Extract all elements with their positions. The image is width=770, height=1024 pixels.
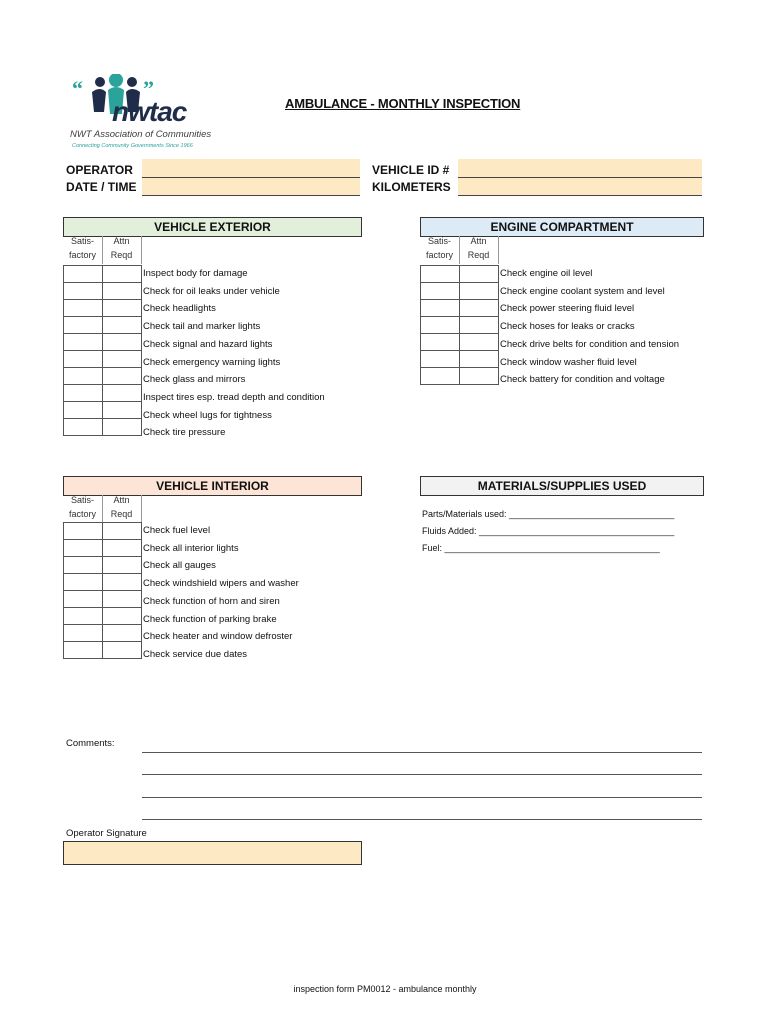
interior-attn-checkbox[interactable] [103, 642, 142, 659]
exterior-item: Check wheel lugs for tightness [143, 409, 272, 421]
interior-sat-checkbox[interactable] [64, 608, 103, 625]
exterior-sat-checkbox[interactable] [64, 402, 103, 419]
comment-line[interactable] [142, 774, 702, 775]
engine-item-list [500, 265, 679, 389]
attn-header-1: Attn [113, 236, 130, 246]
interior-sat-checkbox[interactable] [64, 557, 103, 574]
engine-sat-checkbox[interactable] [421, 283, 460, 300]
engine-item: Check engine coolant system and level [500, 285, 665, 297]
exterior-sat-checkbox[interactable] [64, 419, 103, 436]
exterior-item-list [143, 265, 325, 442]
engine-item: Check drive belts for condition and tension [500, 338, 680, 350]
exterior-sat-checkbox[interactable] [64, 351, 103, 368]
vehicle-id-label: VEHICLE ID # [372, 163, 450, 177]
exterior-sat-checkbox[interactable] [64, 317, 103, 334]
interior-sat-checkbox[interactable] [64, 540, 103, 557]
exterior-item: Inspect tires esp. tread depth and condition [143, 391, 325, 403]
logo-tagline: Connecting Community Governments Since 1966 [72, 143, 193, 149]
exterior-checkbox-grid [63, 265, 142, 436]
form-title: AMBULANCE - MONTHLY INSPECTION [285, 96, 521, 111]
exterior-attn-checkbox[interactable] [103, 351, 142, 368]
exterior-attn-checkbox[interactable] [103, 300, 142, 317]
signature-field[interactable] [63, 841, 362, 865]
exterior-attn-checkbox[interactable] [103, 266, 142, 283]
engine-sat-checkbox[interactable] [421, 334, 460, 351]
exterior-sat-checkbox[interactable] [64, 283, 103, 300]
interior-attn-checkbox[interactable] [103, 591, 142, 608]
date-time-label: DATE / TIME [66, 180, 137, 194]
attn-header-1: Attn [470, 236, 487, 246]
engine-sat-checkbox[interactable] [421, 317, 460, 334]
vehicle-id-field[interactable] [458, 159, 702, 178]
exterior-sat-checkbox[interactable] [64, 334, 103, 351]
logo-word: nwtac [112, 96, 187, 127]
interior-attn-checkbox[interactable] [103, 625, 142, 642]
attn-header-2: Reqd [110, 509, 133, 519]
engine-attn-checkbox[interactable] [460, 266, 499, 283]
fluids-added-field[interactable]: Fluids Added: _______________________________________ [422, 526, 675, 536]
satisfactory-header-2: factory [68, 509, 96, 519]
engine-attn-checkbox[interactable] [460, 334, 499, 351]
interior-item: Check heater and window defroster [143, 631, 293, 643]
interior-item: Check windshield wipers and washer [143, 578, 299, 590]
engine-attn-checkbox[interactable] [460, 300, 499, 317]
exterior-item: Check signal and hazard lights [143, 338, 273, 350]
exterior-attn-checkbox[interactable] [103, 283, 142, 300]
exterior-attn-checkbox[interactable] [103, 419, 142, 436]
interior-item: Check fuel level [143, 525, 211, 536]
engine-attn-checkbox[interactable] [460, 368, 499, 385]
exterior-attn-checkbox[interactable] [103, 334, 142, 351]
fuel-field[interactable]: Fuel: ___________________________________________ [422, 543, 660, 553]
materials-header: MATERIALS/SUPPLIES USED [420, 476, 704, 496]
exterior-item: Check for oil leaks under vehicle [143, 285, 280, 297]
exterior-attn-checkbox[interactable] [103, 317, 142, 334]
kilometers-label: KILOMETERS [372, 180, 451, 194]
footer-text: inspection form PM0012 - ambulance monthly [293, 984, 477, 994]
operator-label: OPERATOR [66, 163, 133, 177]
logo-org-name: NWT Association of Communities [70, 129, 212, 140]
engine-item: Check power steering fluid level [500, 303, 635, 315]
engine-sat-checkbox[interactable] [421, 266, 460, 283]
exterior-attn-checkbox[interactable] [103, 385, 142, 402]
engine-sat-checkbox[interactable] [421, 300, 460, 317]
interior-sat-checkbox[interactable] [64, 591, 103, 608]
interior-checkbox-grid [63, 522, 142, 659]
engine-compartment-header: ENGINE COMPARTMENT [420, 217, 704, 237]
interior-attn-checkbox[interactable] [103, 574, 142, 591]
exterior-item: Check headlights [143, 303, 216, 315]
parts-materials-field[interactable]: Parts/Materials used: _________________________________ [422, 509, 675, 519]
interior-item: Check service due dates [143, 648, 248, 660]
interior-sat-checkbox[interactable] [64, 523, 103, 540]
engine-item: Check hoses for leaks or cracks [500, 321, 635, 333]
comment-line[interactable] [142, 797, 702, 798]
exterior-item: Check tail and marker lights [143, 321, 261, 333]
satisfactory-header-1: Satis- [70, 236, 94, 246]
interior-sat-checkbox[interactable] [64, 625, 103, 642]
exterior-attn-checkbox[interactable] [103, 402, 142, 419]
interior-attn-checkbox[interactable] [103, 540, 142, 557]
engine-attn-checkbox[interactable] [460, 351, 499, 368]
interior-item: Check function of horn and siren [143, 595, 280, 607]
comment-line[interactable] [142, 819, 702, 820]
interior-attn-checkbox[interactable] [103, 557, 142, 574]
interior-sat-checkbox[interactable] [64, 642, 103, 659]
satisfactory-header-1: Satis- [70, 495, 94, 505]
engine-item: Check battery for condition and voltage [500, 374, 665, 386]
attn-header-2: Reqd [467, 250, 490, 260]
exterior-sat-checkbox[interactable] [64, 368, 103, 385]
comment-line[interactable] [142, 752, 702, 753]
operator-field[interactable] [142, 159, 360, 178]
satisfactory-header-1: Satis- [427, 236, 451, 246]
exterior-item: Check emergency warning lights [143, 356, 281, 368]
svg-text:”: ” [143, 76, 154, 101]
interior-item-list [143, 522, 299, 664]
satisfactory-header-2: factory [425, 250, 453, 260]
date-time-field[interactable] [142, 178, 360, 196]
interior-sat-checkbox[interactable] [64, 574, 103, 591]
engine-checkbox-grid [420, 265, 499, 385]
interior-item: Check all gauges [143, 560, 216, 572]
engine-sat-checkbox[interactable] [421, 351, 460, 368]
engine-attn-checkbox[interactable] [460, 317, 499, 334]
exterior-sat-checkbox[interactable] [64, 266, 103, 283]
exterior-item: Check tire pressure [143, 427, 226, 439]
vehicle-interior-header: VEHICLE INTERIOR [63, 476, 362, 496]
interior-attn-checkbox[interactable] [103, 608, 142, 625]
comments-label: Comments: [66, 738, 115, 749]
exterior-item: Inspect body for damage [143, 268, 248, 279]
kilometers-field[interactable] [458, 178, 702, 196]
engine-item: Check window washer fluid level [500, 356, 637, 368]
exterior-sat-checkbox[interactable] [64, 300, 103, 317]
engine-sat-checkbox[interactable] [421, 368, 460, 385]
exterior-attn-checkbox[interactable] [103, 368, 142, 385]
exterior-item: Check glass and mirrors [143, 374, 246, 386]
interior-item: Check function of parking brake [143, 613, 277, 625]
interior-attn-checkbox[interactable] [103, 523, 142, 540]
vehicle-exterior-header: VEHICLE EXTERIOR [63, 217, 362, 237]
attn-header-2: Reqd [110, 250, 133, 260]
engine-attn-checkbox[interactable] [460, 283, 499, 300]
interior-item: Check all interior lights [143, 542, 239, 554]
signature-label: Operator Signature [66, 828, 147, 839]
satisfactory-header-2: factory [68, 250, 96, 260]
svg-text:“: “ [72, 76, 83, 101]
attn-header-1: Attn [113, 495, 130, 505]
exterior-sat-checkbox[interactable] [64, 385, 103, 402]
engine-item: Check engine oil level [500, 268, 593, 279]
